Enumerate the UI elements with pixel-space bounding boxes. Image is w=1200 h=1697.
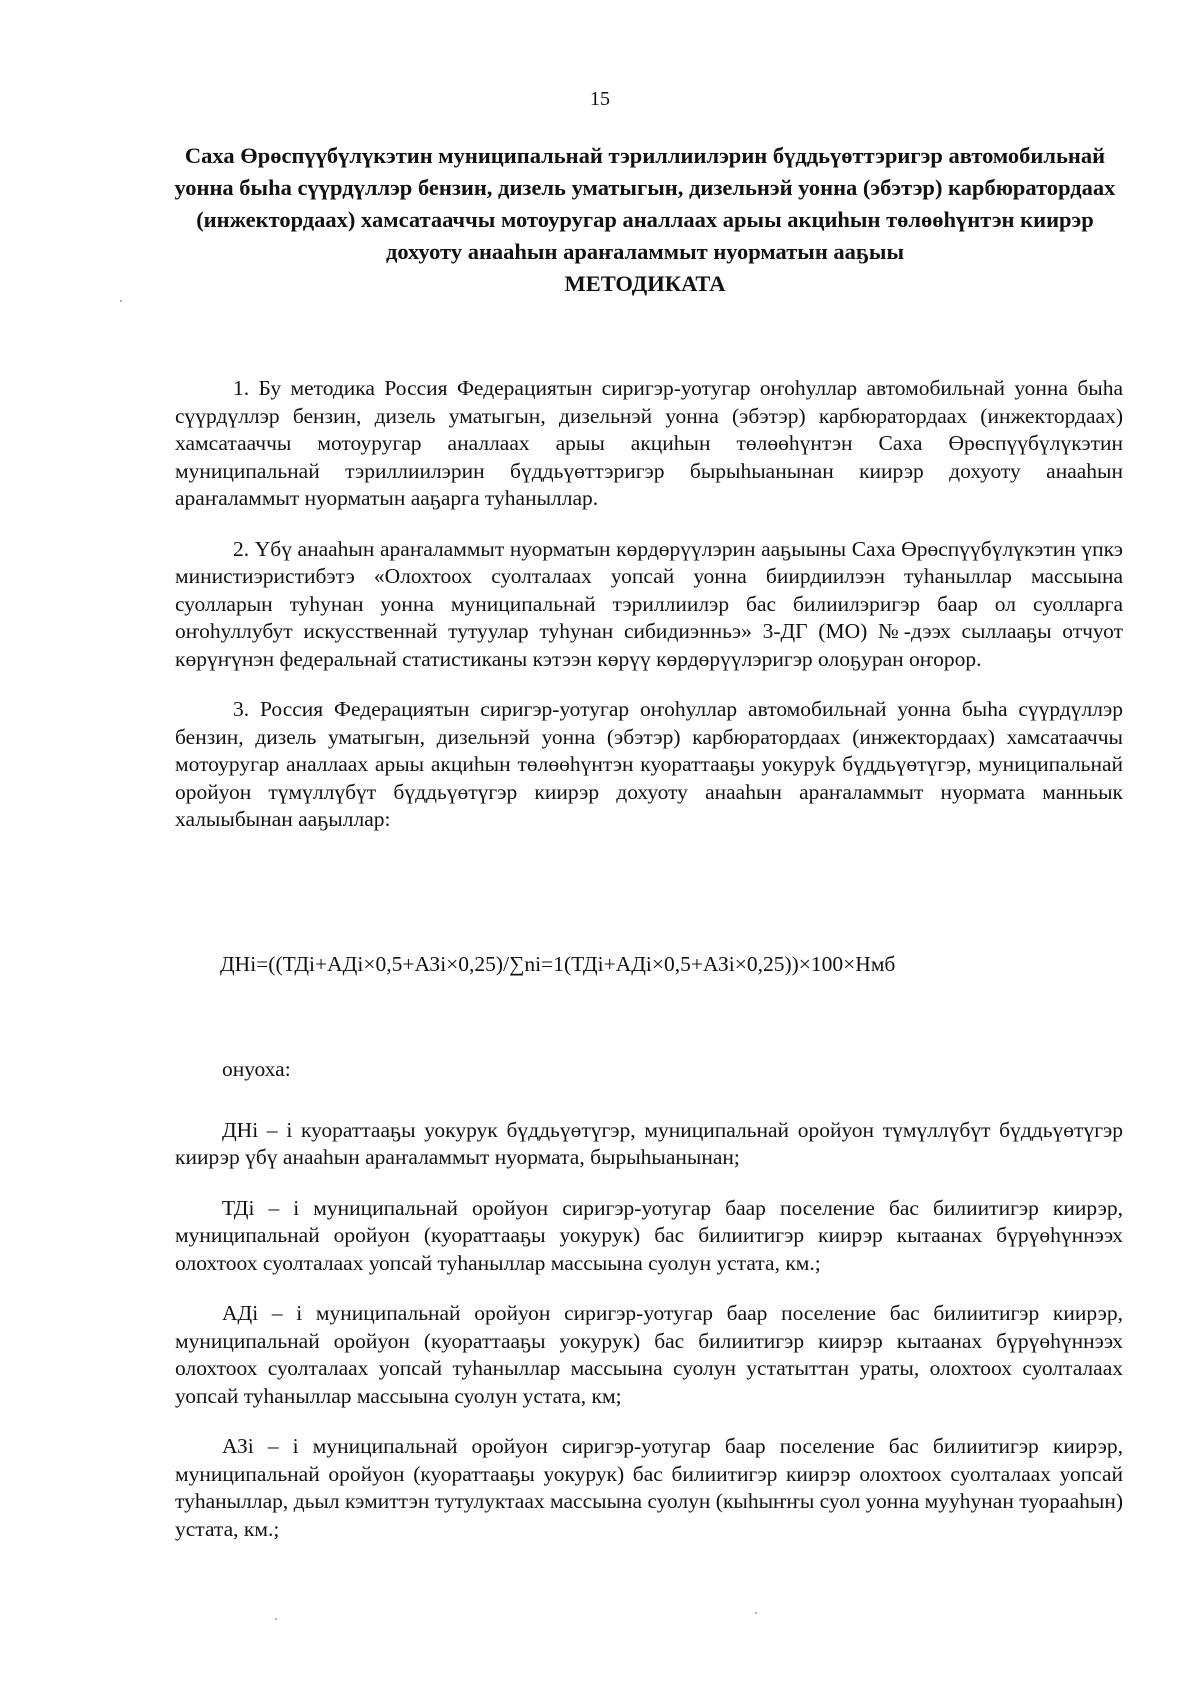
scan-speck <box>120 300 122 302</box>
definition-tdi: ТДi – i муниципальнай оройуон сиригэр-уотугар баар поселение бас билиитигэр киирэр, муниципальнай оройуон (куораттааҕы уокурук) бас билиитигэр киирэр кытаанах бүрүөһүннээх олохтоох суолталаах уопсай туһаныллар массыына суолун устата, км.; <box>175 1195 1123 1275</box>
body-text <box>175 375 1123 857</box>
paragraph-2: 2. Үбү анааһын араҥаламмыт нуорматын көрдөрүүлэрин ааҕыыны Саха Өрөспүүбүлүкэтин үпкэ министиэристибэтэ «Олохтоох суолталаах уопсай уонна биирдиилээн туһаныллар массыына суолларын туһунан уонна муниципальнай тэриллиилэр бас билиилэригэр баар ол суолларга оҥоһуллубут искусственнай тутуулар туһунан сибидиэнньэ» 3-ДГ (МО) №-дээх сыллааҕы отчуот көрүҥүнэн федеральнай статистиканы кэтээн көрүү көрдөрүүлэригэр олоҕуран оҥорор. <box>175 536 1123 671</box>
definition-dni: ДНi – i куораттааҕы уокурук бүддьүөтүгэр, муниципальнай оройуон түмүллүбүт бүддьүөтүгэр киирэр үбү анааһын араҥаламмыт нуормата, бырыһыанынан; <box>175 1117 1123 1169</box>
document-subtitle: МЕТОДИКАТА <box>564 271 726 296</box>
document-title-block <box>170 140 1120 300</box>
formula: ДНi=((ТДi+АДi×0,5+АЗi×0,25)/∑ni=1(ТДi+АДi×0,5+АЗi×0,25))×100×Нмб <box>220 952 896 976</box>
definition-azi: АЗi – i муниципальнай оройуон сиригэр-уотугар баар поселение бас билиитигэр киирэр, муниципальнай оройуон (куораттааҕы уокурук) бас билиитигэр киирэр олохтоох суолталаах уопсай туһаныллар, дьыл кэмиттэн тутулуктаах массыына суолун (кыһыҥҥы суол уонна мууһунан туорааһын) устата, км.; <box>175 1434 1123 1541</box>
scan-speck <box>275 1618 277 1620</box>
definitions-section <box>175 1056 1123 1566</box>
paragraph-1: 1. Бу методика Россия Федерациятын сиригэр-уотугар оҥоһуллар автомобильнай уонна быһа сүүрдүллэр бензин, дизель уматыгын, дизельнэй уонна (эбэтэр) карбюратордаах (инжектордаах) хамсатааччы мотоуругар аналлаах арыы акциһын төлөөһүнтэн Саха Өрөспүүбүлүкэтин муниципальнай тэриллиилэрин бүддьүөттэригэр бырыһыанынан киирэр дохуоту анааһын араҥаламмыт нуорматын ааҕарга туһаныллар. <box>175 376 1123 510</box>
page-number: 15 <box>590 88 610 110</box>
where-label: онуоха: <box>222 1057 291 1081</box>
definition-adi: АДi – i муниципальнай оройуон сиригэр-уотугар баар поселение бас билиитигэр киирэр, муниципальнай оройуон (куораттааҕы уокурук) бас билиитигэр киирэр кытаанах бүрүөһүннээх олохтоох суолталаах уопсай туһаныллар массыына суолун устатыттан ураты, олохтоох суолталаах уопсай туһаныллар массыына суолун устата, км; <box>175 1301 1123 1408</box>
scan-speck <box>755 1612 757 1614</box>
document-title: Саха Өрөспүүбүлүкэтин муниципальнай тэриллиилэрин бүддьүөттэригэр автомобильнай уонна быһа сүүрдүллэр бензин, дизель уматыгын, дизельнэй уонна (эбэтэр) карбюратордаах (инжектордаах) хамсатааччы мотоуругар аналлаах арыы акциһын төлөөһүнтэн киирэр дохуоту анааһын араҥаламмыт нуорматын ааҕыы <box>174 143 1116 264</box>
paragraph-3: 3. Россия Федерациятын сиригэр-уотугар оҥоһуллар автомобильнай уонна быһа сүүрдүллэр бензин, дизель уматыгын, дизельнэй уонна (эбэтэр) карбюратордаах (инжектордаах) хамсатааччы мотоуругар аналлаах арыы акциһын төлөөһүнтэн куораттааҕы уокуруk бүддьүөтүгэр, муниципальнай оройуон түмүллүбүт бүддьүөтүгэр киирэр дохуоту анааһын араҥаламмыт нуормата манньык халыыбынан ааҕыллар: <box>175 697 1123 831</box>
